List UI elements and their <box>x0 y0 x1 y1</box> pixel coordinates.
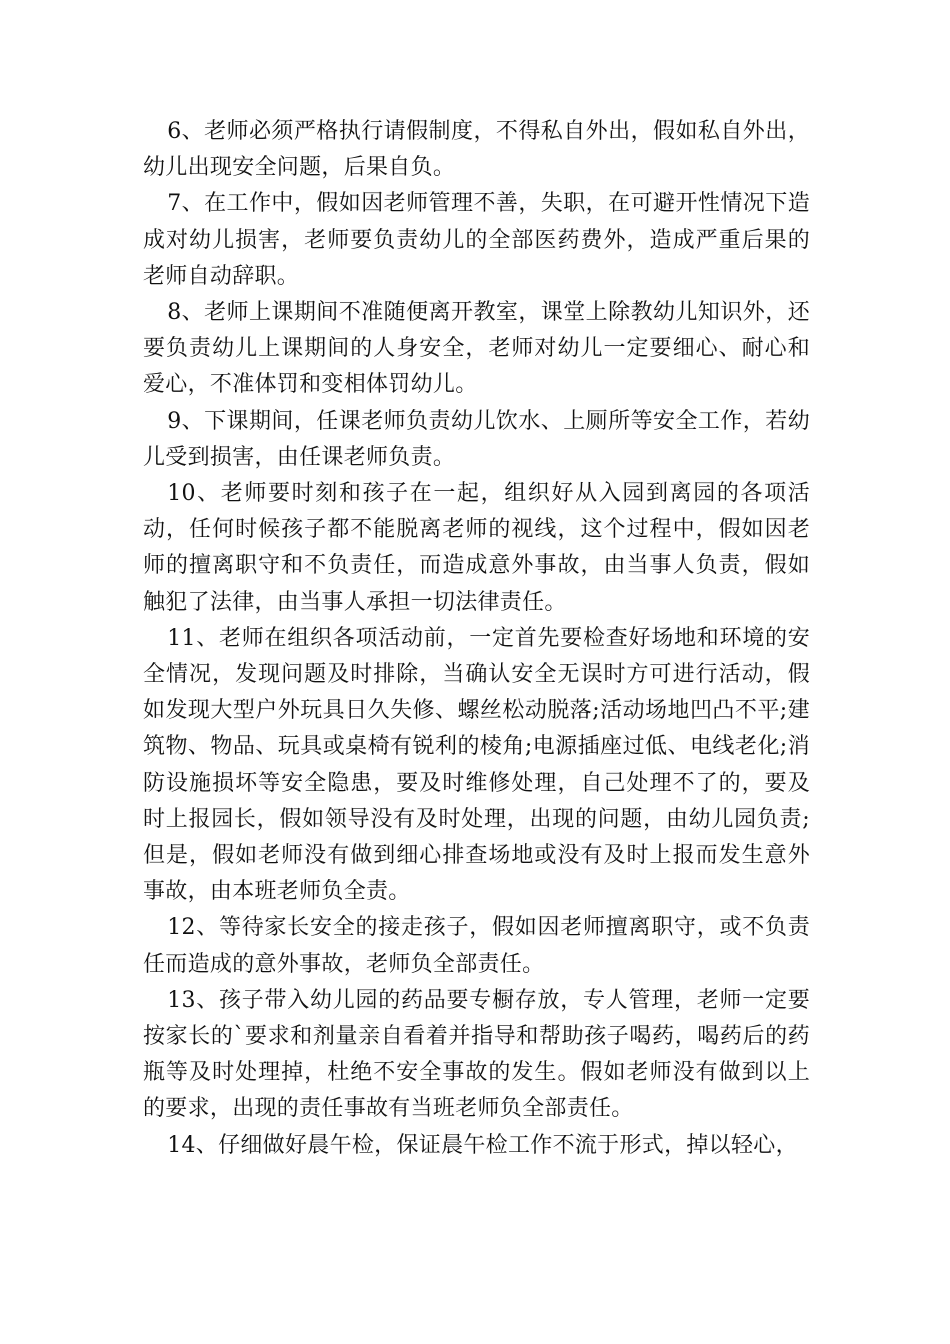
paragraph-6: 6、老师必须严格执行请假制度，不得私自外出，假如私自外出，幼儿出现安全问题，后果自负。 <box>143 119 810 181</box>
document-body <box>143 114 810 1164</box>
paragraph-9: 9、下课期间，任课老师负责幼儿饮水、上厕所等安全工作，若幼儿受到损害，由任课老师负责。 <box>143 408 810 470</box>
paragraph-10: 10、老师要时刻和孩子在一起，组织好从入园到离园的各项活动，任何时候孩子都不能脱离老师的视线，这个过程中，假如因老师的擅离职守和不负责任，而造成意外事故，由当事人负责，假如触犯了法律，由当事人承担一切法律责任。 <box>143 481 810 615</box>
paragraph-11: 11、老师在组织各项活动前，一定首先要检查好场地和环境的安全情况，发现问题及时排除，当确认安全无误时方可进行活动，假如发现大型户外玩具日久失修、螺丝松动脱落;活动场地凹凸不平;建筑物、物品、玩具或桌椅有锐利的棱角;电源插座过低、电线老化;消防设施损坏等安全隐患，要及时维修处理，自己处理不了的，要及时上报园长，假如领导没有及时处理，出现的问题，由幼儿园负责;但是，假如老师没有做到细心排查场地或没有及时上报而发生意外事故，由本班老师负全责。 <box>143 625 810 905</box>
paragraph-7: 7、在工作中，假如因老师管理不善，失职，在可避开性情况下造成对幼儿损害，老师要负责幼儿的全部医药费外，造成严重后果的老师自动辞职。 <box>143 191 810 289</box>
paragraph-13: 13、孩子带入幼儿园的药品要专橱存放，专人管理，老师一定要按家长的`要求和剂量亲自看着并指导和帮助孩子喝药，喝药后的药瓶等及时处理掉，杜绝不安全事故的发生。假如老师没有做到以上的要求，出现的责任事故有当班老师负全部责任。 <box>143 987 810 1122</box>
paragraph-8: 8、老师上课期间不准随便离开教室，课堂上除教幼儿知识外，还要负责幼儿上课期间的人身安全，老师对幼儿一定要细心、耐心和爱心，不准体罚和变相体罚幼儿。 <box>143 300 810 398</box>
paragraph-12: 12、等待家长安全的接走孩子，假如因老师擅离职守，或不负责任而造成的意外事故，老师负全部责任。 <box>143 915 810 977</box>
paragraph-14: 14、仔细做好晨午检，保证晨午检工作不流于形式，掉以轻心， <box>167 1132 798 1158</box>
